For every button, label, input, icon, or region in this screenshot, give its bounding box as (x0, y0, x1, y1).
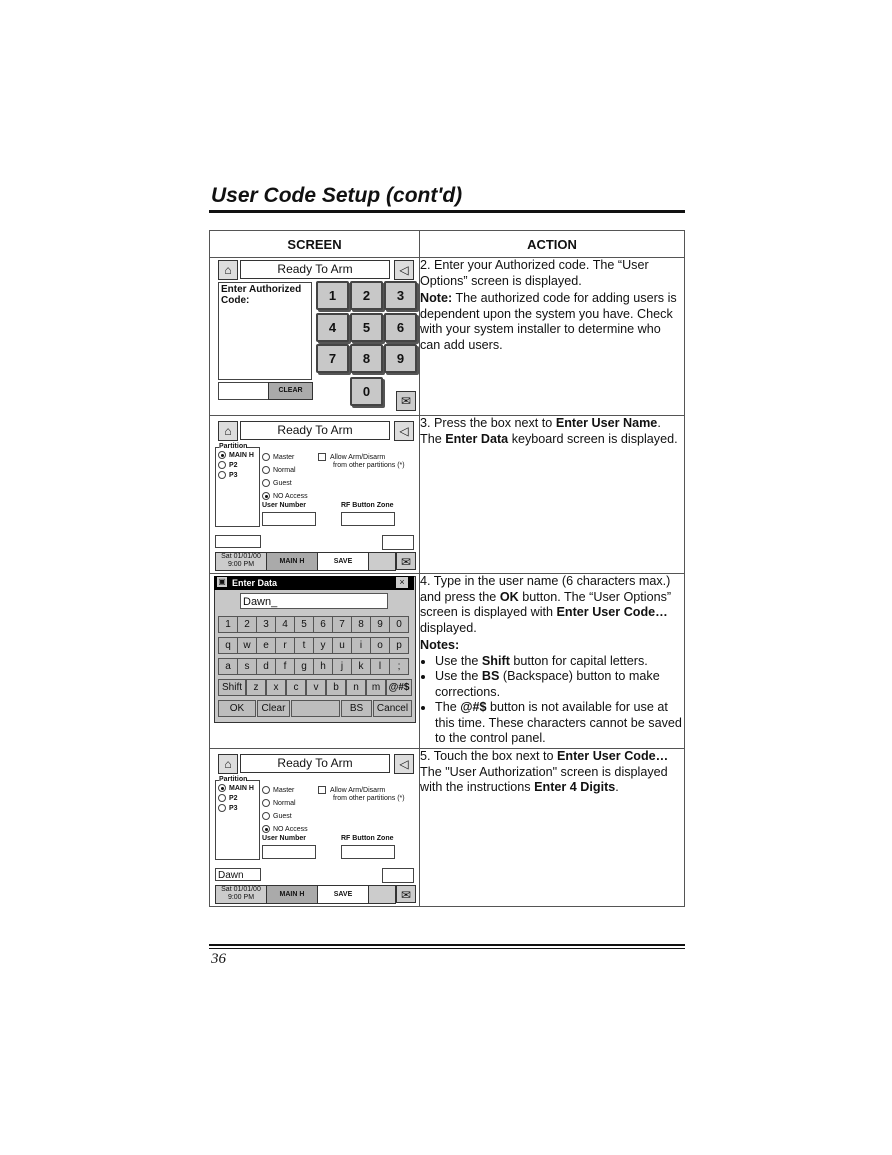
role-master[interactable]: Master (262, 453, 294, 461)
key-u[interactable]: u (332, 637, 352, 654)
key-g[interactable]: g (294, 658, 314, 675)
time-text: 9:00 PM (227, 894, 255, 901)
ok-key[interactable]: OK (218, 700, 256, 717)
spacer-button (368, 552, 396, 571)
key-0[interactable]: 0 (389, 616, 409, 633)
checkbox-icon (318, 786, 326, 794)
radio-icon (218, 794, 226, 802)
page-title: User Code Setup (cont'd) (211, 184, 463, 207)
key-d[interactable]: d (256, 658, 276, 675)
radio-icon (262, 492, 270, 500)
close-icon[interactable]: × (396, 577, 408, 588)
role-normal[interactable]: Normal (262, 466, 296, 474)
key-r[interactable]: r (275, 637, 295, 654)
main-partition-button[interactable]: MAIN H (266, 552, 318, 571)
date-text: Sat 01/01/00 (221, 886, 261, 893)
key-e[interactable]: e (256, 637, 276, 654)
key-p[interactable]: p (389, 637, 409, 654)
user-number-field[interactable] (262, 845, 316, 859)
key-8[interactable]: 8 (351, 616, 371, 633)
role-guest[interactable]: Guest (262, 812, 292, 820)
key-v[interactable]: v (306, 679, 326, 696)
key-4[interactable]: 4 (316, 313, 349, 342)
user-name-field[interactable] (215, 535, 261, 548)
key-0[interactable]: 0 (350, 377, 383, 406)
radio-icon (262, 786, 270, 794)
user-options-screen-filled (210, 749, 419, 906)
date-time-display (215, 885, 267, 904)
key-n[interactable]: n (346, 679, 366, 696)
screen-column-header: SCREEN (210, 231, 420, 258)
key-3[interactable]: 3 (256, 616, 276, 633)
date-time-display (215, 552, 267, 571)
radio-icon (218, 451, 226, 459)
status-title: Ready To Arm (240, 754, 390, 773)
instruction-table (209, 230, 685, 907)
key-a[interactable]: a (218, 658, 238, 675)
status-title: Ready To Arm (240, 260, 390, 279)
code-field[interactable] (382, 868, 414, 883)
note-label: Note: (420, 291, 453, 305)
radio-icon (262, 812, 270, 820)
radio-icon (218, 461, 226, 469)
step3-text: 3. Press the box next to Enter User Name. The Enter Data keyboard screen is displayed. (420, 416, 678, 446)
list-item: • The @#$ button is not available for use at this time. These characters cannot be saved to the control panel. (435, 700, 684, 747)
key-i[interactable]: i (351, 637, 371, 654)
rf-zone-field[interactable] (341, 845, 395, 859)
allow-arm-checkbox[interactable]: Allow Arm/Disarm (318, 786, 385, 794)
app-icon: ▣ (218, 577, 226, 586)
backspace-key[interactable]: BS (341, 700, 372, 717)
title-rule (209, 210, 685, 213)
key-k[interactable]: k (351, 658, 371, 675)
footer-rule (209, 944, 685, 946)
role-master[interactable]: Master (262, 786, 294, 794)
key-1[interactable]: 1 (316, 281, 349, 310)
key-z[interactable]: z (246, 679, 266, 696)
rf-zone-label: RF Button Zone (341, 502, 394, 509)
main-partition-button[interactable]: MAIN H (266, 885, 318, 904)
authorized-code-screen (210, 258, 419, 415)
enter-data-screen (210, 574, 419, 748)
code-entry-field[interactable] (218, 382, 270, 400)
action-column-header: ACTION (420, 231, 685, 258)
note-text: The authorized code for adding users is dependent upon the system you have. Check with your system installer to determine who can add users. (420, 291, 677, 352)
date-text: Sat 01/01/00 (221, 553, 261, 560)
user-options-screen (210, 416, 419, 573)
key-semicolon[interactable]: ; (389, 658, 409, 675)
rf-zone-label: RF Button Zone (341, 835, 394, 842)
spacer-button (368, 885, 396, 904)
step5-text: 5. Touch the box next to Enter User Code… The "User Authorization" screen is displayed with the instructions Enter 4 Digits. (420, 749, 669, 794)
page-number: 36 (211, 951, 226, 967)
symbols-key[interactable]: @#$ (386, 679, 412, 696)
user-number-label: User Number (262, 502, 306, 509)
key-2[interactable]: 2 (237, 616, 257, 633)
key-4[interactable]: 4 (275, 616, 295, 633)
help-icon[interactable]: ✉ (396, 885, 416, 903)
user-number-label: User Number (262, 835, 306, 842)
key-6[interactable]: 6 (384, 313, 417, 342)
key-w[interactable]: w (237, 637, 257, 654)
allow-arm-checkbox[interactable]: Allow Arm/Disarm (318, 453, 385, 461)
user-name-field[interactable]: Dawn (215, 868, 261, 881)
key-9[interactable]: 9 (384, 344, 417, 373)
radio-icon (262, 799, 270, 807)
step2-note (420, 291, 684, 353)
partition-p3[interactable]: P3 (218, 804, 238, 812)
partition-main[interactable]: MAIN H (218, 784, 254, 792)
radio-icon (262, 466, 270, 474)
radio-icon (218, 784, 226, 792)
role-normal[interactable]: Normal (262, 799, 296, 807)
role-guest[interactable]: Guest (262, 479, 292, 487)
radio-icon (218, 471, 226, 479)
key-s[interactable]: s (237, 658, 257, 675)
key-j[interactable]: j (332, 658, 352, 675)
partition-main[interactable]: MAIN H (218, 451, 254, 459)
table-header-row (210, 231, 685, 258)
status-title: Ready To Arm (240, 421, 390, 440)
key-8[interactable]: 8 (350, 344, 383, 373)
home-icon[interactable]: ⌂ (218, 260, 238, 280)
role-no-access[interactable]: NO Access (262, 492, 308, 500)
partition-p2[interactable]: P2 (218, 461, 238, 469)
key-5[interactable]: 5 (294, 616, 314, 633)
clear-key[interactable]: Clear (257, 700, 290, 717)
partition-label: Partition (219, 776, 248, 783)
notes-label: Notes: (420, 638, 460, 652)
key-1[interactable]: 1 (218, 616, 238, 633)
partition-box (215, 447, 260, 527)
key-f[interactable]: f (275, 658, 295, 675)
radio-icon (262, 479, 270, 487)
table-row (210, 749, 685, 907)
key-l[interactable]: l (370, 658, 390, 675)
home-icon[interactable]: ⌂ (218, 421, 238, 441)
allow-arm-subtext: from other partitions (*) (333, 462, 405, 469)
key-x[interactable]: x (266, 679, 286, 696)
save-button[interactable]: SAVE (317, 552, 369, 571)
dialog-title: Enter Data (232, 578, 278, 588)
key-6[interactable]: 6 (313, 616, 333, 633)
partition-label: Partition (219, 443, 248, 450)
back-arrow-icon[interactable]: ◁ (394, 421, 414, 441)
code-prompt: Enter Authorized Code: (218, 282, 312, 380)
clear-button[interactable]: CLEAR (268, 382, 313, 400)
key-b[interactable]: b (326, 679, 346, 696)
key-3[interactable]: 3 (384, 281, 417, 310)
key-7[interactable]: 7 (332, 616, 352, 633)
table-row (210, 416, 685, 574)
cancel-key[interactable]: Cancel (373, 700, 412, 717)
save-button[interactable]: SAVE (317, 885, 369, 904)
key-h[interactable]: h (313, 658, 333, 675)
partition-p3[interactable]: P3 (218, 471, 238, 479)
key-y[interactable]: y (313, 637, 333, 654)
key-7[interactable]: 7 (316, 344, 349, 373)
key-c[interactable]: c (286, 679, 306, 696)
key-m[interactable]: m (366, 679, 386, 696)
key-q[interactable]: q (218, 637, 238, 654)
radio-icon (262, 825, 270, 833)
key-5[interactable]: 5 (350, 313, 383, 342)
code-field[interactable] (382, 535, 414, 550)
user-number-field[interactable] (262, 512, 316, 526)
role-no-access[interactable]: NO Access (262, 825, 308, 833)
table-row (210, 258, 685, 416)
partition-box (215, 780, 260, 860)
home-icon[interactable]: ⌂ (218, 754, 238, 774)
radio-icon (218, 804, 226, 812)
step2-text: 2. Enter your Authorized code. The “User Options” screen is displayed. (420, 258, 649, 288)
radio-icon (262, 453, 270, 461)
notes-list (420, 654, 684, 747)
time-text: 9:00 PM (227, 561, 255, 568)
back-arrow-icon[interactable]: ◁ (394, 754, 414, 774)
partition-p2[interactable]: P2 (218, 794, 238, 802)
key-t[interactable]: t (294, 637, 314, 654)
allow-arm-subtext: from other partitions (*) (333, 795, 405, 802)
back-arrow-icon[interactable]: ◁ (394, 260, 414, 280)
help-icon[interactable]: ✉ (396, 391, 416, 411)
rf-zone-field[interactable] (341, 512, 395, 526)
help-icon[interactable]: ✉ (396, 552, 416, 570)
key-2[interactable]: 2 (350, 281, 383, 310)
key-9[interactable]: 9 (370, 616, 390, 633)
footer-rule-thin (209, 948, 685, 949)
key-o[interactable]: o (370, 637, 390, 654)
text-input[interactable]: Dawn_ (240, 593, 388, 609)
step4-text: 4. Type in the user name (6 characters max.) and press the OK button. The “User Options” screen is displayed with Enter User Code… displayed. (420, 574, 672, 635)
space-key[interactable] (291, 700, 340, 717)
checkbox-icon (318, 453, 326, 461)
table-row (210, 574, 685, 749)
list-item: • Use the Shift button for capital letters. (435, 654, 684, 670)
shift-key[interactable]: Shift (218, 679, 246, 696)
list-item: • Use the BS (Backspace) button to make corrections. (435, 669, 684, 700)
